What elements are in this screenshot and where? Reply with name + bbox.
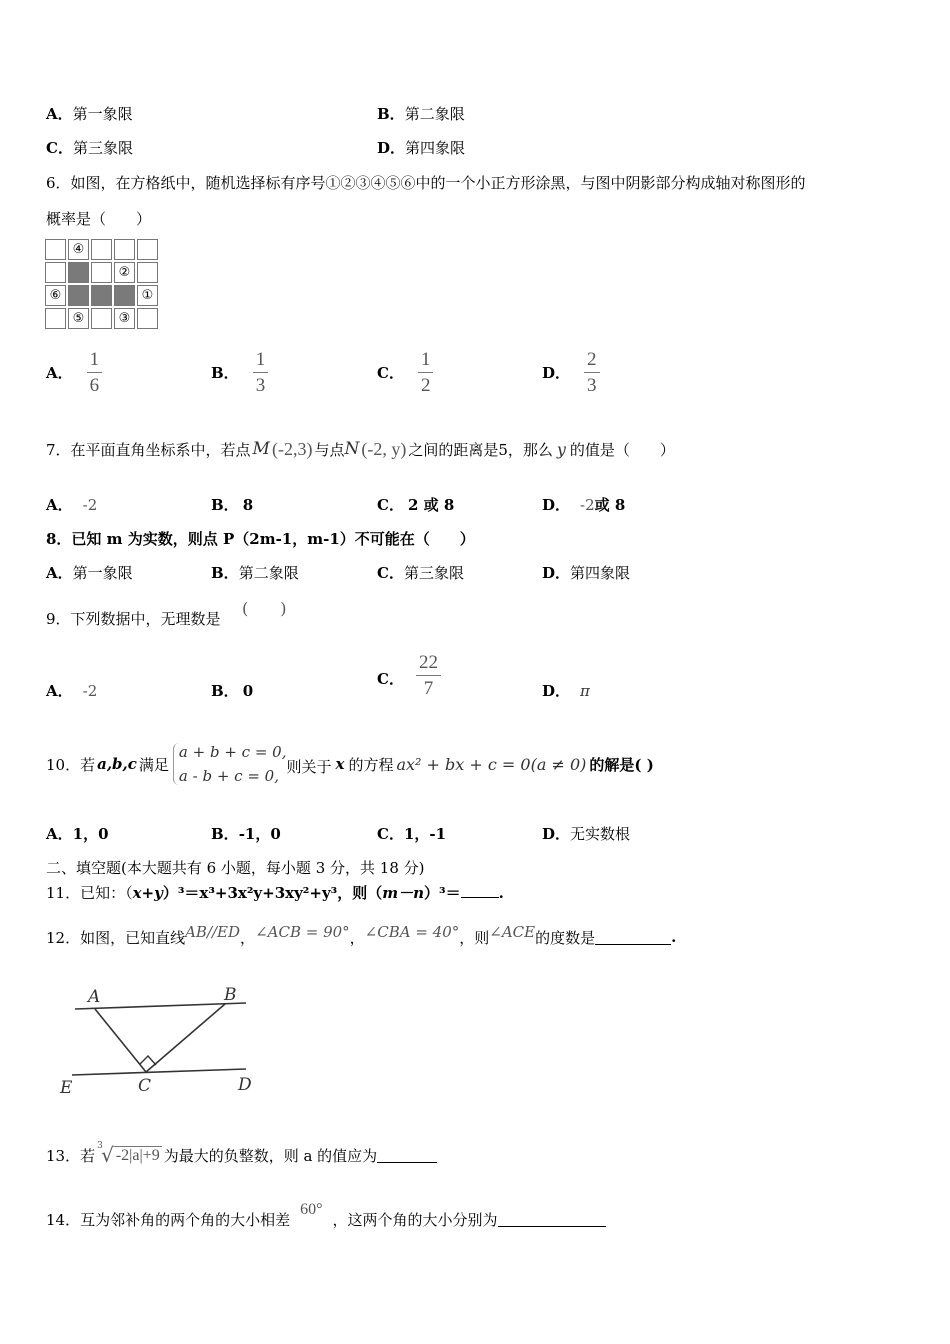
- q8-option-d: D．第四象限: [542, 564, 631, 582]
- q11-stem: 11．已知：（x+y）³＝x³+3x²y+3xy²+y³，则（m－n）³＝ .: [46, 884, 504, 902]
- grid-cell-3: ③: [114, 308, 135, 329]
- q6-stem-line2: 概率是（ ）: [46, 210, 152, 228]
- segment-ac: [95, 1009, 146, 1072]
- q9-paren: ( ): [242, 599, 287, 618]
- grid-cell-6: ⑥: [45, 285, 66, 306]
- q6-grid-figure: [45, 239, 160, 329]
- grid-cell-1: ①: [137, 285, 158, 306]
- q9-option-a: A． -2: [46, 682, 98, 700]
- label-b: B: [224, 985, 237, 1005]
- q10-system: a + b + c = 0, a - b + c = 0,: [173, 743, 287, 785]
- q10-option-b: B．-1，0: [211, 825, 281, 843]
- label-e: E: [60, 1078, 73, 1098]
- q10-stem: 10．若 a,b,c 满足 a + b + c = 0, a - b + c = 0, 则关于 x 的方程 ax² + bx + c = 0(a ≠ 0) 的解是( ): [46, 743, 654, 785]
- q14-stem: 14．互为邻补角的两个角的大小相差 60° ，这两个角的大小分别为: [46, 1204, 606, 1234]
- grid-cell-4: ④: [68, 239, 89, 260]
- q6-option-a: A． $\frac{1}{6}$: [46, 350, 102, 395]
- grid-cell: [91, 239, 112, 260]
- grid-cell-2: ②: [114, 262, 135, 283]
- q12-stem: 12．如图，已知直线 AB//ED ， ∠ACB = 90° ， ∠CBA = 40° ，则 ∠ACE 的度数是 .: [46, 923, 677, 947]
- right-angle-mark: [140, 1056, 156, 1065]
- q7-option-b: B． 8: [211, 496, 254, 514]
- q5-option-d: D．第四象限: [377, 139, 466, 157]
- q8-option-c: C．第三象限: [377, 564, 464, 582]
- q5-option-c: C．第三象限: [46, 139, 133, 157]
- q6-option-b: B． $\frac{1}{3}$: [211, 350, 268, 395]
- q9-option-d: D． π: [542, 682, 590, 700]
- q12-figure: [50, 980, 270, 1100]
- grid-cell-shaded: [68, 285, 89, 306]
- cube-root: 3 √ -2|a|+9: [97, 1141, 160, 1167]
- grid-cell: [45, 262, 66, 283]
- grid-cell: [91, 308, 112, 329]
- q7-option-c: C． 2 或 8: [377, 496, 455, 514]
- q10-option-d: D．无实数根: [542, 825, 631, 843]
- segment-bc: [146, 1004, 225, 1072]
- q5-option-a: A．第一象限: [46, 105, 133, 123]
- grid-cell: [45, 308, 66, 329]
- grid-cell: [137, 262, 158, 283]
- grid-cell-shaded: [91, 285, 112, 306]
- q9-option-c: C． $\frac{22}{7}$: [377, 653, 441, 698]
- grid-cell: [45, 239, 66, 260]
- grid-cell: [114, 239, 135, 260]
- grid-cell: [137, 308, 158, 329]
- q6-option-d: D． $\frac{2}{3}$: [542, 350, 600, 395]
- label-d: D: [238, 1075, 252, 1095]
- q8-stem: 8．已知 m 为实数，则点 P（2m-1，m-1）不可能在（ ）: [46, 530, 475, 548]
- q9-option-b: B． 0: [211, 682, 254, 700]
- grid-cell-shaded: [114, 285, 135, 306]
- grid-cell-shaded: [68, 262, 89, 283]
- q8-option-a: A．第一象限: [46, 564, 133, 582]
- q8-option-b: B．第二象限: [211, 564, 299, 582]
- grid-cell: [91, 262, 112, 283]
- label-c: C: [138, 1076, 152, 1096]
- section-2-title: 二、填空题(本大题共有 6 小题，每小题 3 分，共 18 分): [46, 859, 425, 877]
- q10-option-c: C．1，-1: [377, 825, 447, 843]
- q7-option-d: D． -2或 8: [542, 496, 626, 514]
- line-ed: [72, 1069, 246, 1075]
- q9-stem: 9．下列数据中，无理数是: [46, 610, 221, 628]
- q6-option-c: C． $\frac{1}{2}$: [377, 350, 433, 395]
- q5-option-b: B．第二象限: [377, 105, 465, 123]
- label-a: A: [88, 987, 101, 1007]
- q6-stem-line1: 6．如图，在方格纸中，随机选择标有序号①②③④⑤⑥中的一个小正方形涂黑，与图中阴影部分构成轴对称图形的: [46, 174, 806, 192]
- q13-stem: 13．若 3 √ -2|a|+9 为最大的负整数，则 a 的值应为: [46, 1140, 437, 1170]
- q7-stem: 7．在平面直角坐标系中，若点 M (-2,3) 与点 N (-2, y) 之间的距离是5，那么 y 的值是（ ）: [46, 438, 675, 459]
- grid-cell-5: ⑤: [68, 308, 89, 329]
- q10-option-a: A．1，0: [46, 825, 109, 843]
- grid-cell: [137, 239, 158, 260]
- q7-option-a: A． -2: [46, 496, 98, 514]
